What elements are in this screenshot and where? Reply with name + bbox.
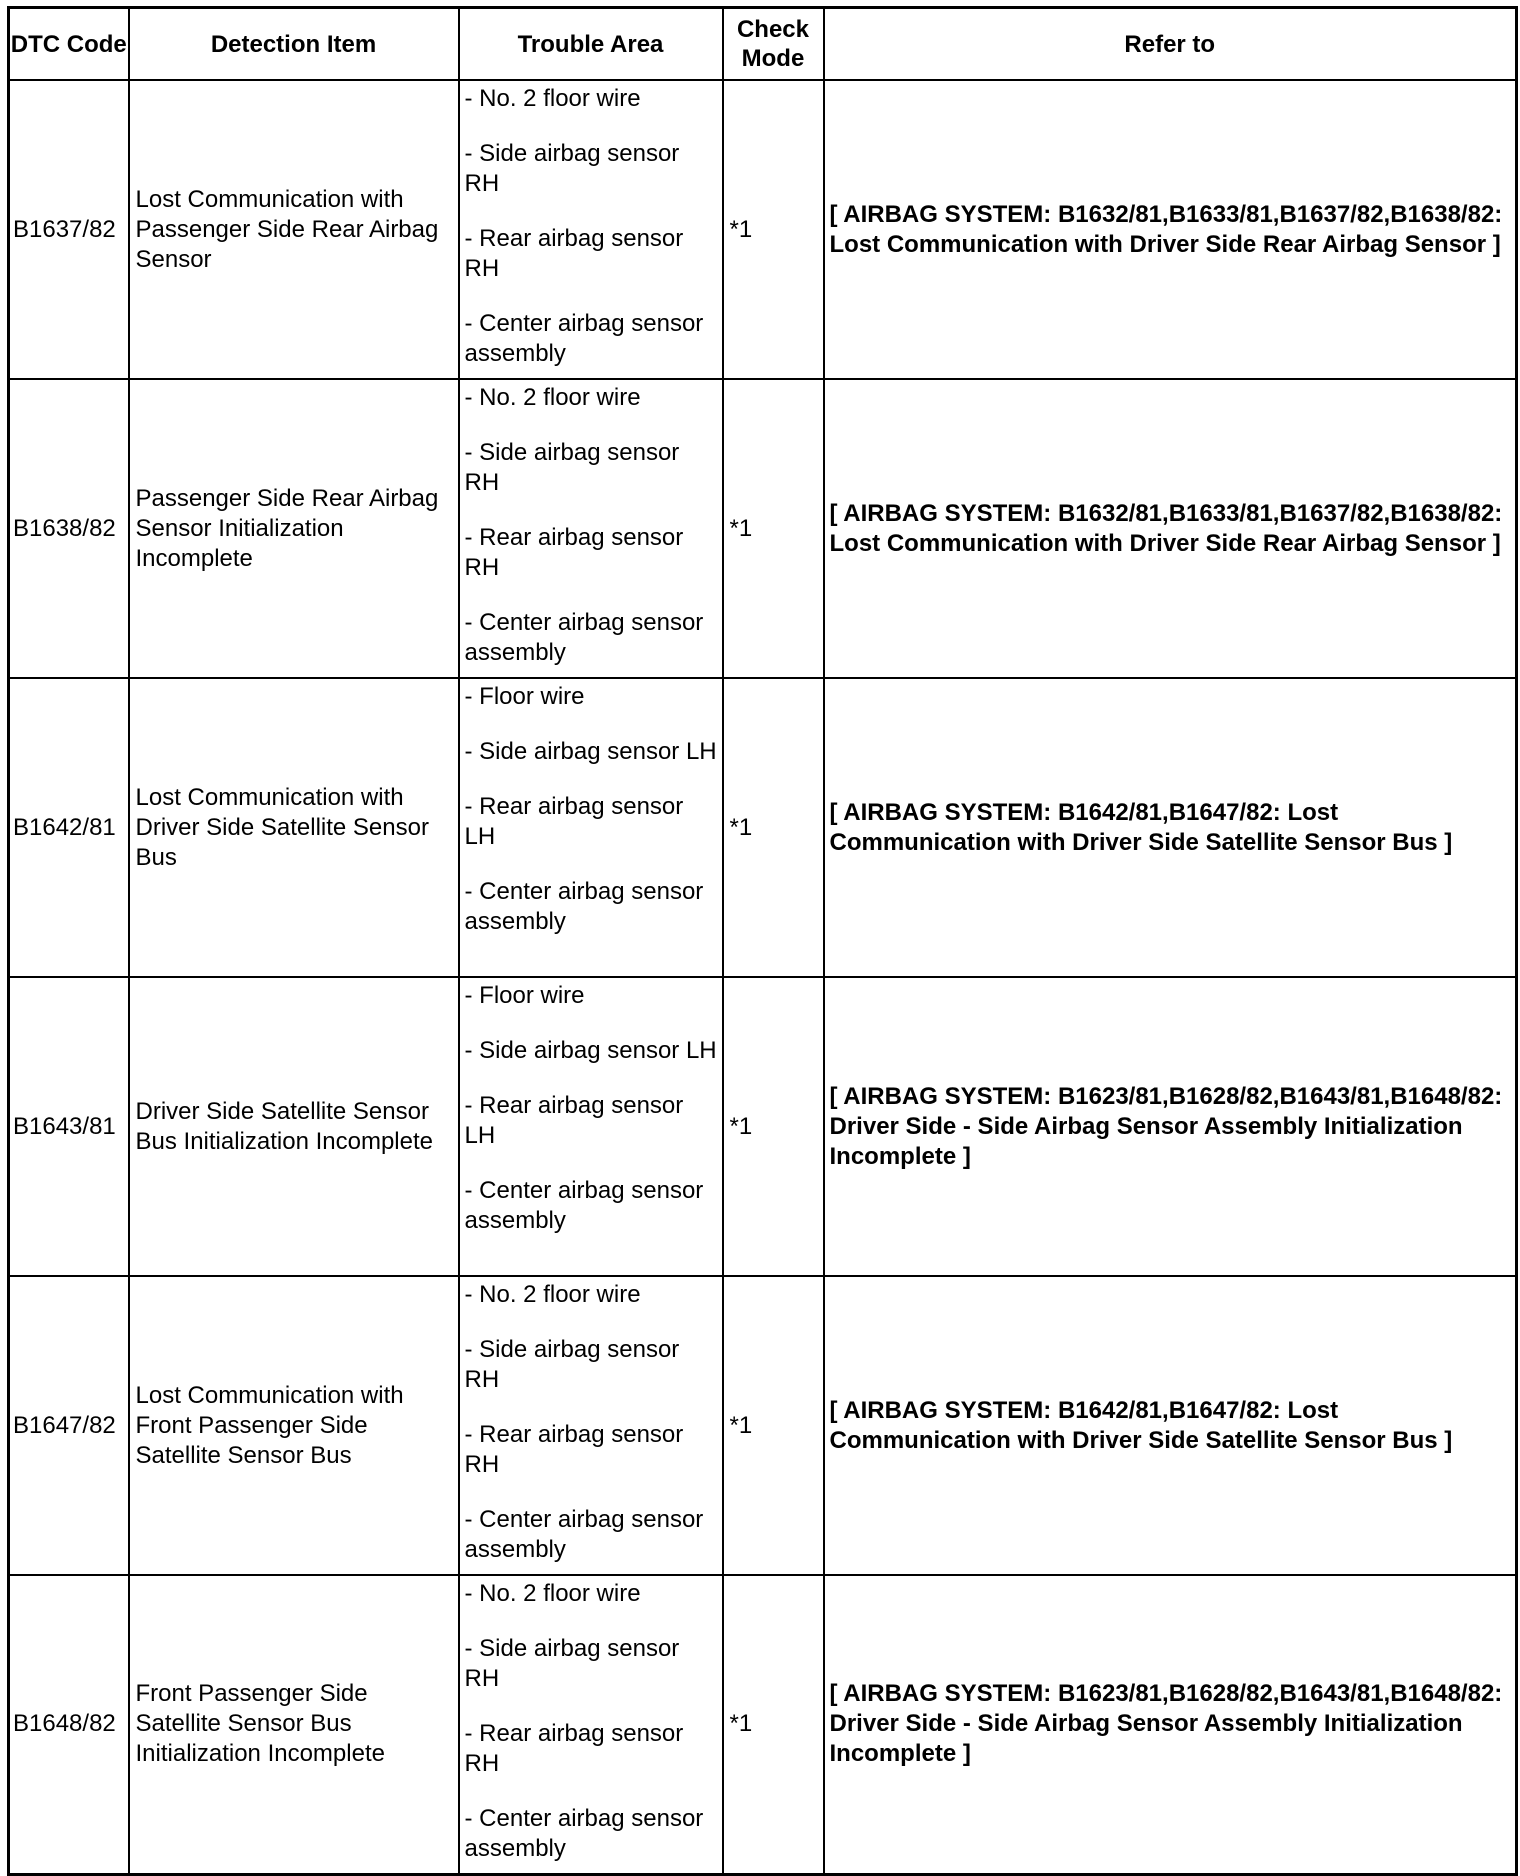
table-row	[9, 379, 1517, 678]
trouble-area-item: - Center airbag sensor assembly	[464, 1177, 704, 1234]
dtc-code-cell: B1648/82	[9, 1575, 129, 1874]
detection-item-cell: Lost Communication with Front Passenger Side Satellite Sensor Bus	[129, 1276, 459, 1575]
detection-item-cell: Lost Communication with Passenger Side Rear Airbag Sensor	[129, 80, 459, 379]
trouble-area-item: - Rear airbag sensor RH	[464, 524, 684, 581]
check-mode-cell: *1	[723, 379, 824, 678]
trouble-area-item: - Center airbag sensor assembly	[464, 310, 704, 367]
trouble-area-item: - No. 2 floor wire	[464, 384, 641, 411]
table-row	[9, 977, 1517, 1276]
refer-to-link[interactable]: [ AIRBAG SYSTEM: B1623/81,B1628/82,B1643/81,B1648/82: Driver Side - Side Airbag Sensor Assembly Initialization Incomplete ]	[824, 1575, 1517, 1874]
trouble-area-item: - No. 2 floor wire	[464, 85, 641, 112]
header-detection-item: Detection Item	[129, 8, 459, 81]
detection-item-cell: Passenger Side Rear Airbag Sensor Initialization Incomplete	[129, 379, 459, 678]
refer-to-link[interactable]: [ AIRBAG SYSTEM: B1642/81,B1647/82: Lost Communication with Driver Side Satellite Sensor Bus ]	[824, 678, 1517, 977]
check-mode-cell: *1	[723, 1575, 824, 1874]
trouble-area-item: - No. 2 floor wire	[464, 1580, 641, 1607]
trouble-area-item: - Rear airbag sensor RH	[464, 1720, 684, 1777]
trouble-area-cell	[459, 379, 723, 678]
table-row	[9, 80, 1517, 379]
check-mode-cell: *1	[723, 1276, 824, 1575]
header-refer-to: Refer to	[824, 8, 1517, 81]
header-trouble-area: Trouble Area	[459, 8, 723, 81]
table-row	[9, 678, 1517, 977]
refer-to-link[interactable]: [ AIRBAG SYSTEM: B1623/81,B1628/82,B1643/81,B1648/82: Driver Side - Side Airbag Sensor Assembly Initialization Incomplete ]	[824, 977, 1517, 1276]
refer-to-link[interactable]: [ AIRBAG SYSTEM: B1632/81,B1633/81,B1637/82,B1638/82: Lost Communication with Driver Side Rear Airbag Sensor ]	[824, 80, 1517, 379]
table-header-row	[9, 8, 1517, 81]
trouble-area-item: - Rear airbag sensor RH	[464, 1421, 684, 1478]
refer-to-link[interactable]: [ AIRBAG SYSTEM: B1632/81,B1633/81,B1637/82,B1638/82: Lost Communication with Driver Side Rear Airbag Sensor ]	[824, 379, 1517, 678]
trouble-area-item: - Rear airbag sensor LH	[464, 793, 684, 850]
header-dtc-code: DTC Code	[9, 8, 129, 81]
check-mode-cell: *1	[723, 80, 824, 379]
table-row	[9, 1276, 1517, 1575]
trouble-area-item: - Side airbag sensor RH	[464, 1635, 680, 1692]
trouble-area-item: - No. 2 floor wire	[464, 1281, 641, 1308]
trouble-area-item: - Center airbag sensor assembly	[464, 878, 704, 935]
trouble-area-item: - Center airbag sensor assembly	[464, 1805, 704, 1862]
detection-item-cell: Lost Communication with Driver Side Satellite Sensor Bus	[129, 678, 459, 977]
trouble-area-cell	[459, 80, 723, 379]
dtc-code-cell: B1637/82	[9, 80, 129, 379]
dtc-code-cell: B1638/82	[9, 379, 129, 678]
trouble-area-item: - Side airbag sensor RH	[464, 439, 680, 496]
check-mode-cell: *1	[723, 678, 824, 977]
trouble-area-item: - Rear airbag sensor RH	[464, 225, 684, 282]
dtc-code-cell: B1642/81	[9, 678, 129, 977]
trouble-area-cell	[459, 1276, 723, 1575]
trouble-area-item: - Side airbag sensor LH	[464, 1037, 717, 1064]
trouble-area-cell	[459, 678, 723, 977]
trouble-area-item: - Side airbag sensor RH	[464, 140, 680, 197]
dtc-code-cell: B1643/81	[9, 977, 129, 1276]
trouble-area-cell	[459, 977, 723, 1276]
trouble-area-cell	[459, 1575, 723, 1874]
table-body	[9, 80, 1517, 1874]
check-mode-cell: *1	[723, 977, 824, 1276]
table-row	[9, 1575, 1517, 1874]
trouble-area-item: - Floor wire	[464, 982, 585, 1009]
detection-item-cell: Front Passenger Side Satellite Sensor Bus Initialization Incomplete	[129, 1575, 459, 1874]
dtc-table	[7, 6, 1518, 1876]
trouble-area-item: - Side airbag sensor RH	[464, 1336, 680, 1393]
header-check-mode: Check Mode	[723, 8, 824, 81]
detection-item-cell: Driver Side Satellite Sensor Bus Initialization Incomplete	[129, 977, 459, 1276]
dtc-code-cell: B1647/82	[9, 1276, 129, 1575]
trouble-area-item: - Center airbag sensor assembly	[464, 609, 704, 666]
trouble-area-item: - Floor wire	[464, 683, 585, 710]
trouble-area-item: - Rear airbag sensor LH	[464, 1092, 684, 1149]
trouble-area-item: - Center airbag sensor assembly	[464, 1506, 704, 1563]
refer-to-link[interactable]: [ AIRBAG SYSTEM: B1642/81,B1647/82: Lost Communication with Driver Side Satellite Sensor Bus ]	[824, 1276, 1517, 1575]
trouble-area-item: - Side airbag sensor LH	[464, 738, 717, 765]
